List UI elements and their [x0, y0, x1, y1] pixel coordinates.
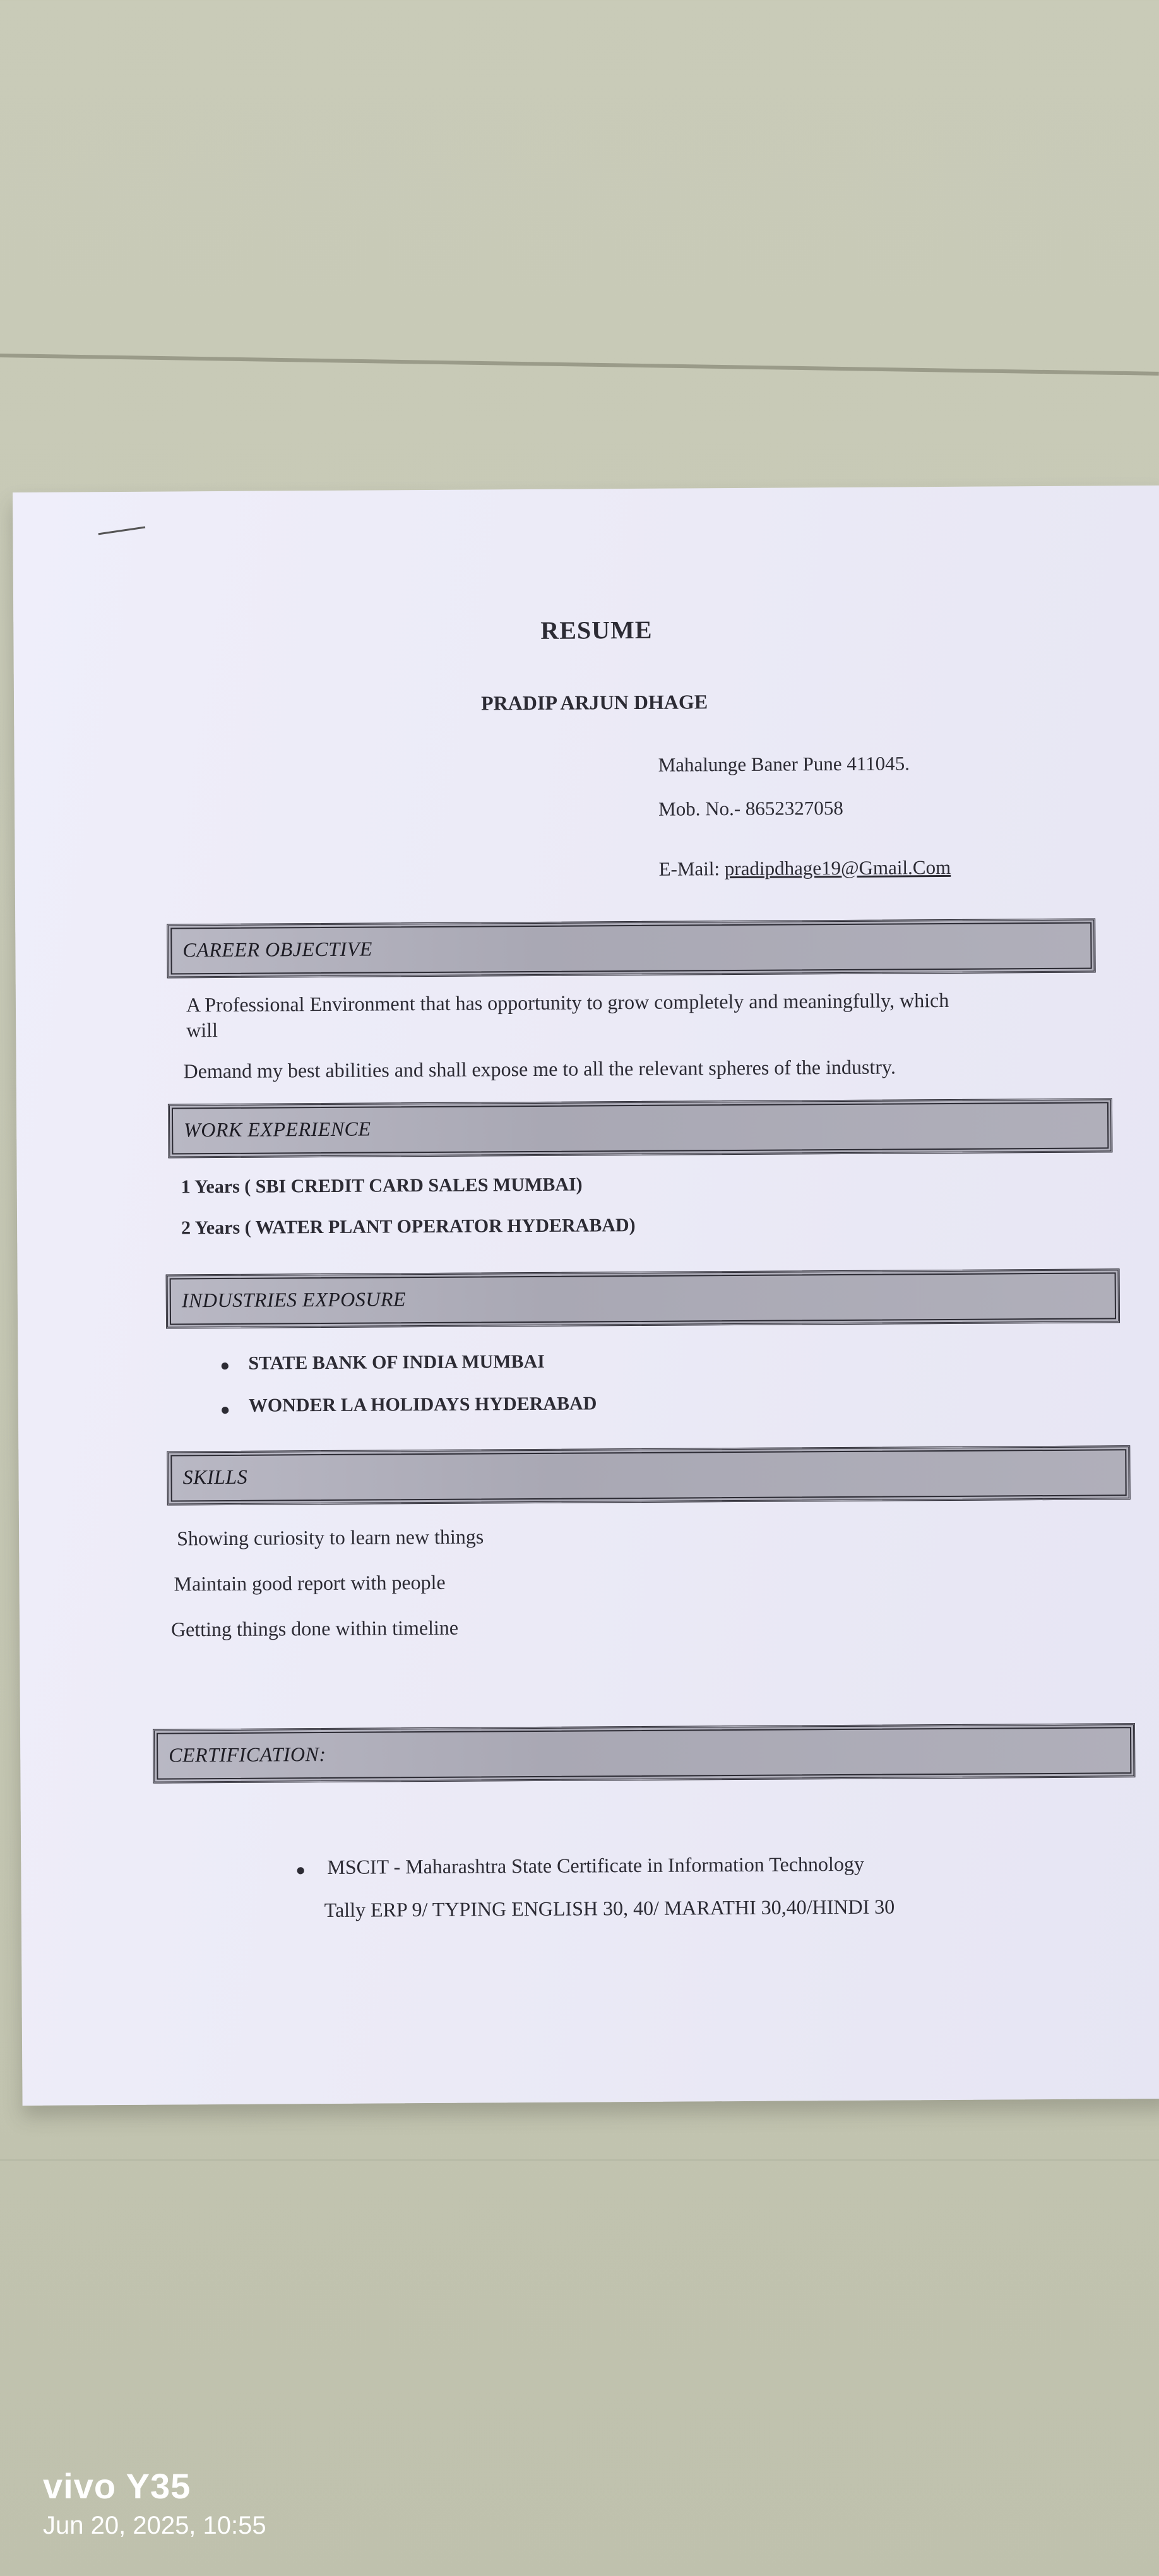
objective-line-1: A Professional Environment that has opportunity to grow completely and meaningfully, which — [186, 988, 949, 1017]
bullet-icon: ● — [295, 1861, 306, 1880]
floor-tile-seam-lower — [0, 2159, 1159, 2161]
work-item-1: 1 Years ( SBI CREDIT CARD SALES MUMBAI) — [181, 1174, 583, 1198]
section-heading: CAREER OBJECTIVE — [182, 937, 372, 962]
industries-exposure-header — [166, 1268, 1120, 1328]
bullet-icon: ● — [220, 1400, 230, 1419]
certification-item-1: MSCIT - Maharashtra State Certificate in Information Technology — [327, 1852, 864, 1878]
watermark-datetime: Jun 20, 2025, 10:55 — [43, 2512, 266, 2539]
section-heading: INDUSTRIES EXPOSURE — [181, 1287, 407, 1312]
career-objective-header — [167, 919, 1095, 979]
work-experience-header — [168, 1098, 1112, 1158]
email-label: E-Mail: — [658, 857, 720, 880]
skill-item-1: Showing curiosity to learn new things — [177, 1525, 484, 1550]
mobile-number: Mob. No.- 8652327058 — [658, 796, 843, 820]
watermark-device: vivo Y35 — [43, 2466, 191, 2506]
skill-item-3: Getting things done within timeline — [170, 1616, 459, 1641]
floor-tile-seam — [0, 354, 1159, 376]
certification-item-2: Tally ERP 9/ TYPING ENGLISH 30, 40/ MARATHI 30,40/HINDI 30 — [324, 1895, 895, 1922]
resume-title: RESUME — [540, 615, 653, 645]
work-item-2: 2 Years ( WATER PLANT OPERATOR HYDERABAD) — [181, 1214, 636, 1239]
candidate-name: PRADIP ARJUN DHAGE — [480, 690, 708, 715]
email-line — [659, 856, 951, 881]
email-link[interactable]: pradipdhage19@Gmail.Com — [724, 856, 951, 880]
address: Mahalunge Baner Pune 411045. — [658, 752, 910, 776]
section-heading: WORK EXPERIENCE — [184, 1117, 371, 1142]
objective-line-3: Demand my best abilities and shall expose me to all the relevant spheres of the industry. — [183, 1055, 896, 1083]
industry-item-1: STATE BANK OF INDIA MUMBAI — [248, 1351, 545, 1374]
section-heading: CERTIFICATION: — [169, 1743, 326, 1767]
objective-line-2: will — [186, 1018, 218, 1042]
industry-item-2: WONDER LA HOLIDAYS HYDERABAD — [248, 1393, 597, 1416]
resume-paper — [13, 486, 1159, 2106]
skills-header — [167, 1445, 1130, 1505]
pen-mark — [98, 527, 146, 535]
skill-item-2: Maintain good report with people — [174, 1570, 446, 1595]
section-heading: SKILLS — [182, 1465, 248, 1489]
camera-watermark — [43, 2466, 266, 2540]
certification-header — [153, 1723, 1135, 1784]
bullet-icon: ● — [220, 1356, 230, 1375]
